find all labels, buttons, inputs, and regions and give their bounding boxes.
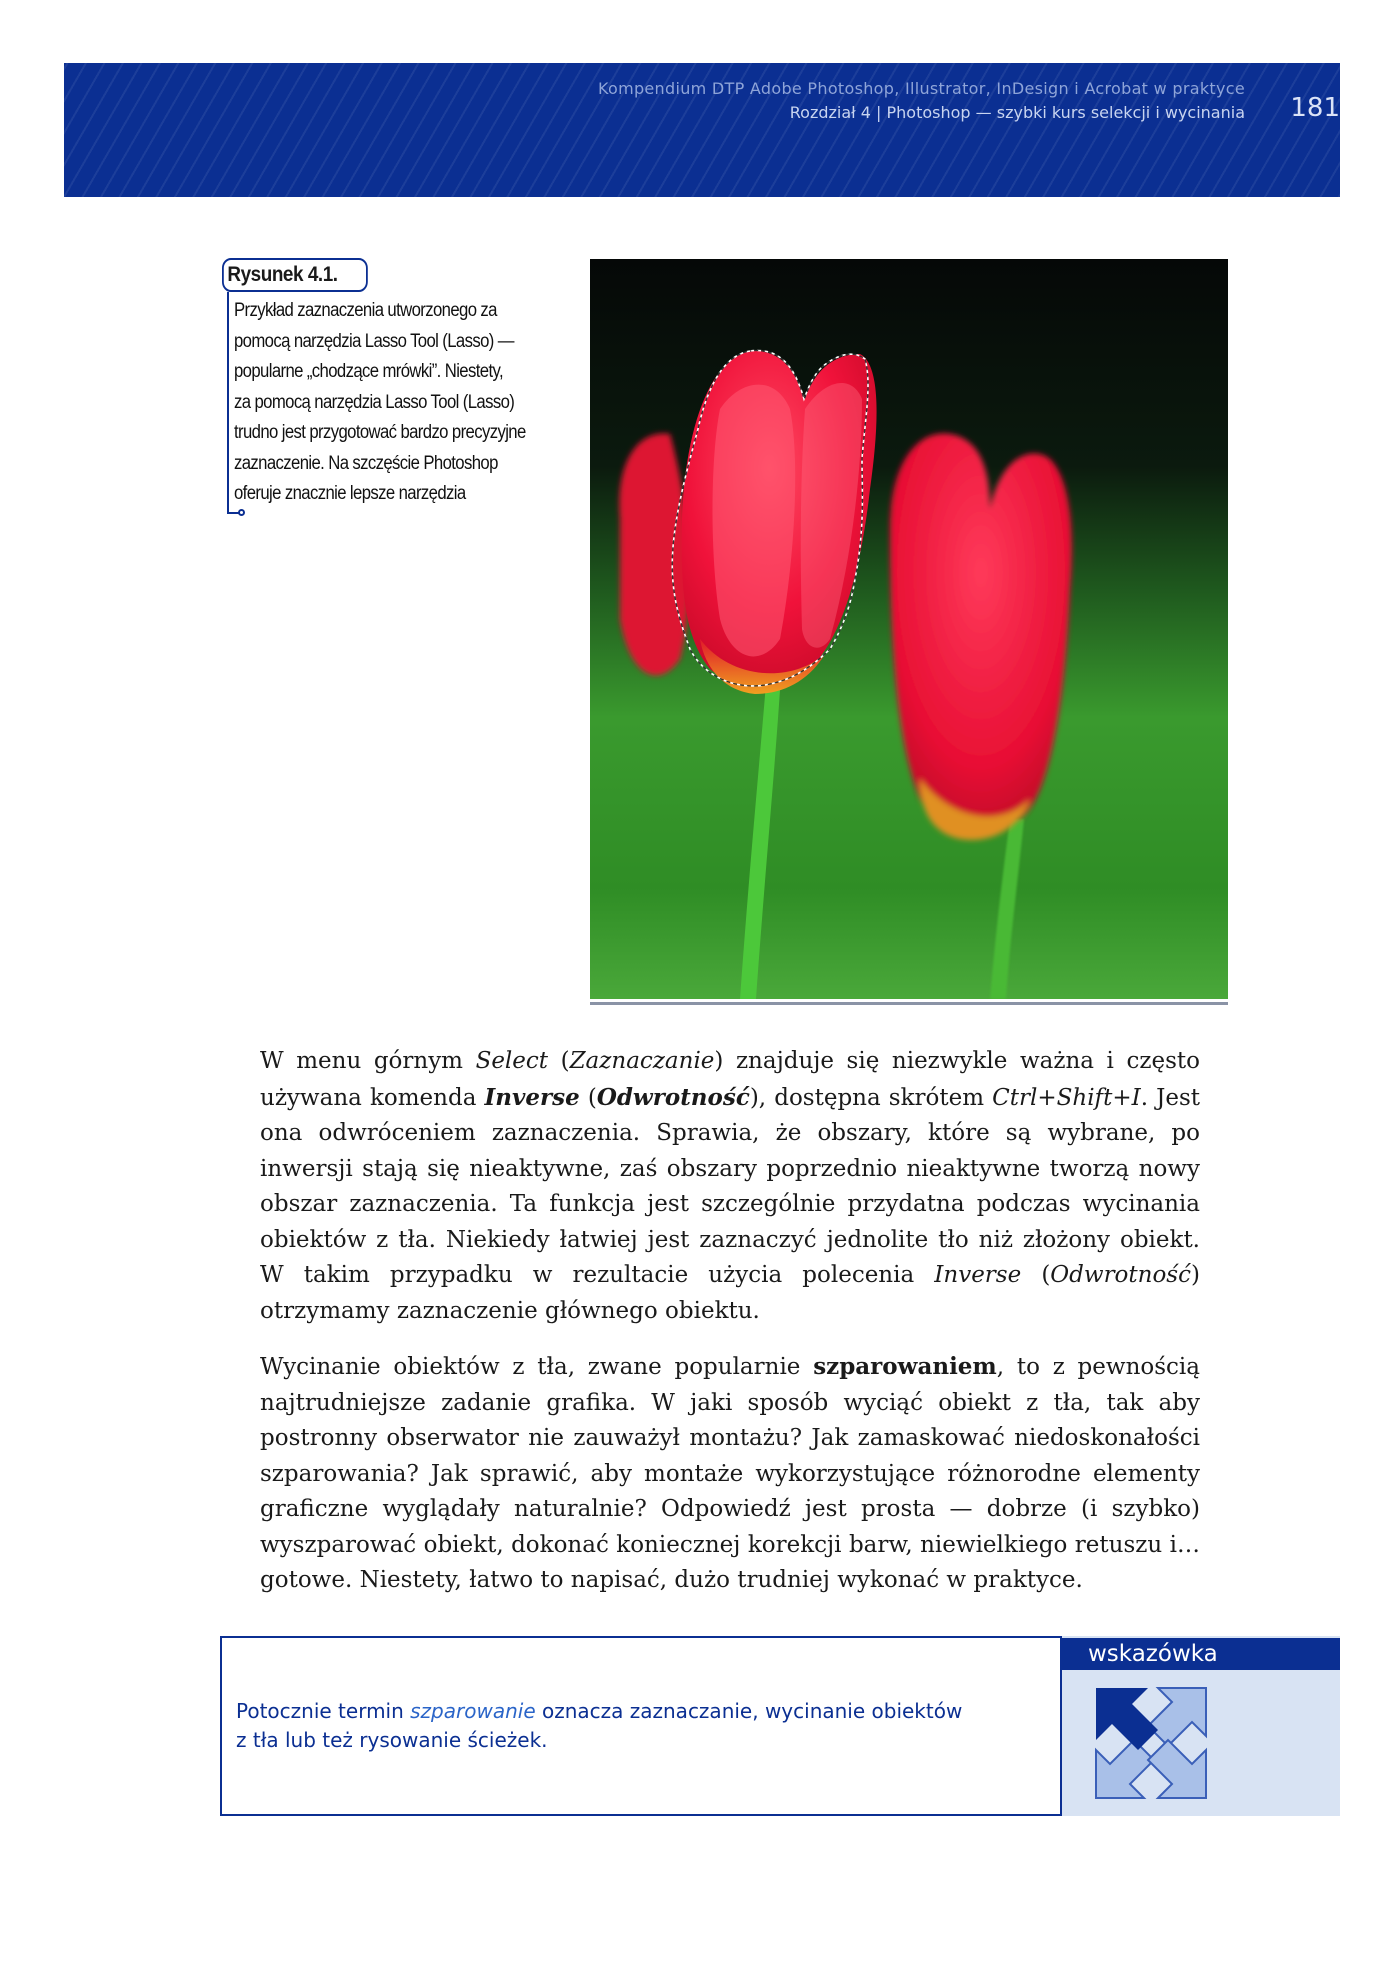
text-run: ) znajduje się niezwykle ważna i często używana komenda (260, 1048, 1200, 1111)
caption-line: zaznaczenie. Na szczęście Photoshop (234, 452, 498, 474)
text-run: ( (548, 1048, 570, 1074)
figure-label: Rysunek 4.1. (222, 258, 368, 292)
text-run: ) otrzymamy zaznaczenie głównego obiektu. (260, 1262, 1200, 1324)
caption-line: trudno jest przygotować bardzo precyzyjne (234, 422, 526, 443)
text-run-bold: szparowaniem (813, 1353, 997, 1380)
text-run-italic: Select (475, 1048, 549, 1074)
body-text (260, 1044, 1200, 1619)
chapter-title: Rozdział 4 | Photoshop — szybki kurs selekcji i wycinania (789, 103, 1245, 122)
text-run: ( (1021, 1262, 1051, 1288)
text-run: oznacza zaznaczanie, wycinanie obiektów (535, 1699, 963, 1723)
book-title: Kompendium DTP Adobe Photoshop, Illustrator, InDesign i Acrobat w praktyce (597, 79, 1245, 98)
text-run: ( (579, 1084, 597, 1111)
text-run-italic: Odwrotność (1050, 1262, 1191, 1288)
caption-line: popularne „chodzące mrówki”. Niestety, (234, 361, 504, 382)
text-run: . Jest ona odwróceniem zaznaczenia. Sprawia, że obszary, które są wybrane, po inwersji stają się nieaktywne, zaś obszary poprzednio nieaktywne tworzą nowy obszar zaznaczenia. Ta funkcja jest szczególnie przydatna podczas wycinania obiektów z tła. Niekiedy łatwiej jest zaznaczyć jednolite tło niż złożony obiekt. W takim przypadku w rezultacie użycia polecenia (260, 1084, 1200, 1288)
text-run: Potocznie termin (236, 1699, 411, 1723)
tulips-illustration (590, 259, 1228, 999)
text-run-italic: Ctrl+Shift+I (992, 1084, 1141, 1111)
caption-rule (227, 292, 229, 514)
text-run: W menu górnym (260, 1048, 476, 1074)
tip-line (236, 1697, 1036, 1726)
tulips-photo (590, 259, 1228, 1005)
text-run-italic: Zaznaczanie (569, 1048, 715, 1074)
text-run: Wycinanie obiektów z tła, zwane popularnie (260, 1354, 814, 1380)
page-number: 181 (1290, 93, 1340, 123)
tip-line: z tła lub też rysowanie ścieżek. (236, 1728, 548, 1752)
caption-line: oferuje znacznie lepsze narzędzia (234, 483, 466, 504)
text-run-bold-italic: Odwrotność (596, 1083, 750, 1111)
text-run-italic: Inverse (934, 1262, 1022, 1288)
text-run: , to z pewnością najtrudniejsze zadanie grafika. W jaki sposób wyciąć obiekt z tła, tak aby postronny obserwator nie zauważył montażu? Jak zamaskować niedoskonałości szparowania? Jak sprawić, aby montaże wykorzystujące różnorodne elementy graficzne wyglądały naturalnie? Odpowiedź jest prosta — dobrze (i szybko) wyszparować obiekt, dokonać koniecznej korekcji barw, niewielkiego retuszu i… gotowe. Niestety, łatwo to napisać, dużo trudniej wykonać w praktyce. (260, 1354, 1200, 1593)
arrows-converging-icon (1088, 1680, 1214, 1806)
caption-line: Przykład zaznaczenia utworzonego za (234, 300, 497, 321)
caption-rule-dot (238, 509, 245, 516)
text-run-bold-italic: Inverse (484, 1083, 580, 1111)
figure-caption (234, 296, 551, 510)
paragraph (260, 1044, 1200, 1329)
tip-heading: wskazówka (1062, 1638, 1340, 1670)
text-run: ), dostępna skrótem (749, 1084, 993, 1111)
caption-line: za pomocą narzędzia Lasso Tool (Lasso) (234, 391, 515, 413)
paragraph (260, 1349, 1200, 1599)
tip-text (236, 1697, 1036, 1755)
tip-term: szparowanie (410, 1699, 536, 1723)
caption-line: pomocą narzędzia Lasso Tool (Lasso) — (234, 330, 514, 352)
